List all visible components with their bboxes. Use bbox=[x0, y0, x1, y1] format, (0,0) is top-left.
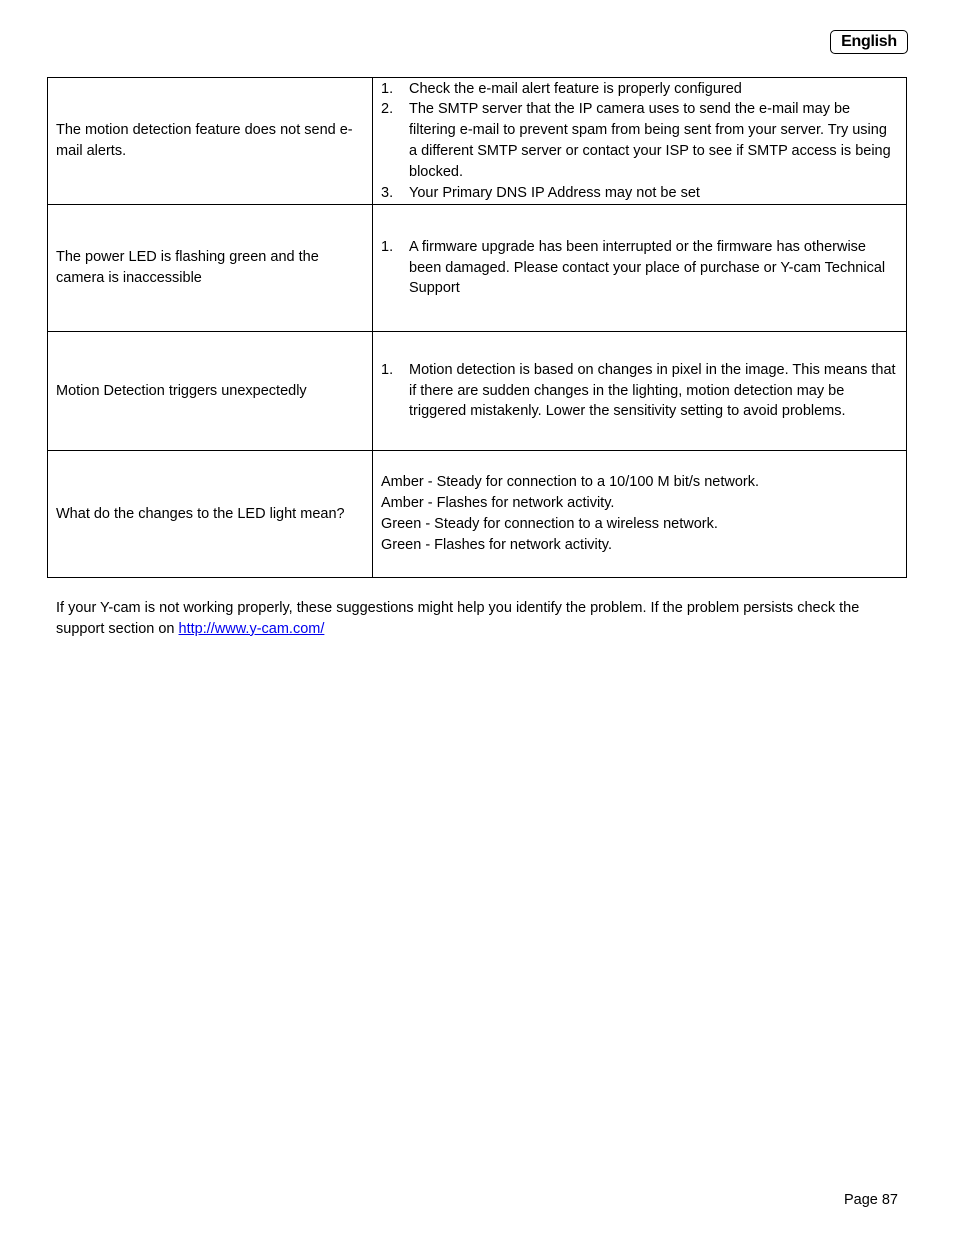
solution-list bbox=[381, 237, 898, 299]
led-status-line: Amber - Steady for connection to a 10/100 M bit/s network. bbox=[381, 474, 759, 491]
list-item bbox=[381, 99, 898, 182]
led-status-line: Green - Steady for connection to a wireless network. bbox=[381, 516, 718, 532]
table-row bbox=[48, 332, 907, 451]
troubleshooting-table bbox=[47, 77, 907, 578]
problem-cell: The power LED is flashing green and the camera is inaccessible bbox=[48, 205, 373, 332]
solution-list bbox=[381, 79, 898, 204]
solution-cell bbox=[373, 78, 907, 205]
problem-cell: Motion Detection triggers unexpectedly bbox=[48, 332, 373, 451]
list-text: Your Primary DNS IP Address may not be set bbox=[409, 184, 700, 201]
problem-cell: What do the changes to the LED light mean? bbox=[48, 451, 373, 578]
language-badge: English bbox=[830, 30, 908, 54]
footer-note bbox=[56, 598, 896, 640]
page-number: Page 87 bbox=[843, 1192, 898, 1208]
list-number: 1. bbox=[381, 80, 394, 97]
led-status-line: Amber - Flashes for network activity. bbox=[381, 495, 615, 512]
list-text: A firmware upgrade has been interrupted or the firmware has otherwise been damaged. Please contact your place of purchase or Y-cam Technical Support bbox=[409, 238, 886, 297]
list-item bbox=[381, 237, 898, 299]
solution-cell bbox=[373, 205, 907, 332]
list-item bbox=[381, 183, 898, 204]
solution-cell bbox=[373, 451, 907, 578]
list-number: 3. bbox=[381, 184, 394, 201]
table-row bbox=[48, 205, 907, 332]
solution-cell bbox=[373, 332, 907, 451]
list-number: 1. bbox=[381, 361, 394, 378]
list-text: Check the e-mail alert feature is properly configured bbox=[409, 80, 742, 97]
support-link[interactable]: http://www.y-cam.com/ bbox=[178, 620, 325, 637]
list-text: Motion detection is based on changes in pixel in the image. This means that if there are sudden changes in the lighting, motion detection may be triggered mistakenly. Lower the sensitivity setting to avoid problems. bbox=[409, 361, 896, 420]
footer-note-text: If your Y-cam is not working properly, these suggestions might help you identify the problem. If the problem persists check the support section on bbox=[56, 600, 860, 637]
list-number: 1. bbox=[381, 238, 394, 255]
list-item bbox=[381, 360, 898, 422]
list-text: The SMTP server that the IP camera uses to send the e-mail may be filtering e-mail to prevent spam from being sent from your server. Try using a different SMTP server or contact your ISP to see if SMTP access is being blocked. bbox=[409, 101, 891, 180]
led-status-line: Green - Flashes for network activity. bbox=[381, 536, 613, 553]
list-number: 2. bbox=[381, 101, 394, 118]
solution-list bbox=[381, 360, 898, 422]
table-row bbox=[48, 78, 907, 205]
problem-cell: The motion detection feature does not send e-mail alerts. bbox=[48, 78, 373, 205]
list-item bbox=[381, 79, 898, 100]
table-row bbox=[48, 451, 907, 578]
